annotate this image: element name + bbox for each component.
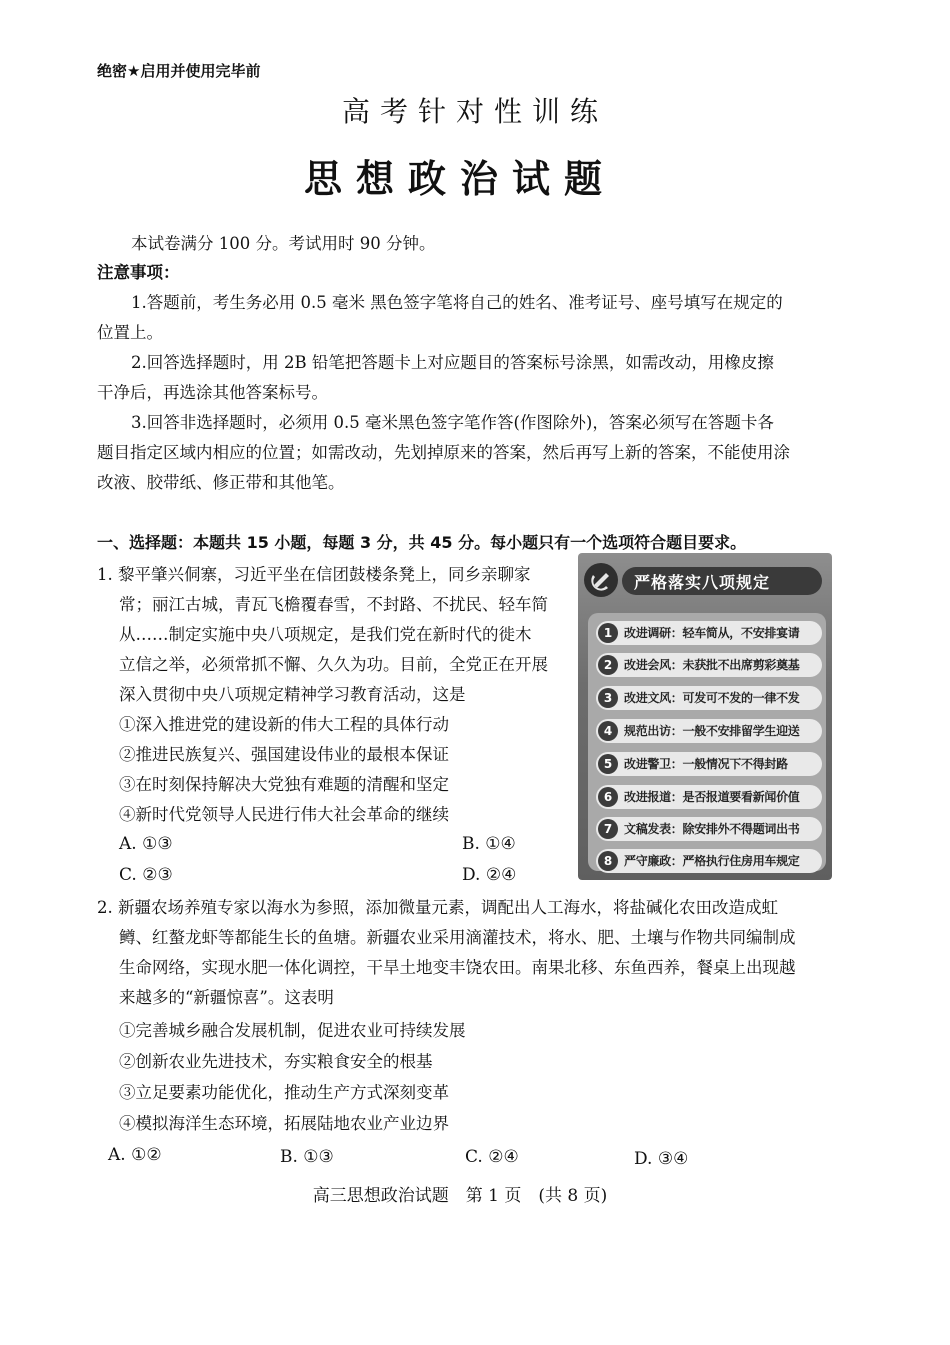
rule-text: 改进报道：是否报道要看新闻价值 bbox=[624, 790, 800, 804]
poster-rule bbox=[596, 752, 822, 776]
confidential-label: 绝密★启用并使用完毕前 bbox=[97, 62, 261, 80]
rule-number: 1 bbox=[598, 623, 618, 643]
q2-choice-a: A. ①② bbox=[108, 1145, 162, 1165]
q1-stem-line: 常；丽江古城，青瓦飞檐覆春雪，不封路、不扰民、轻车简 bbox=[119, 595, 548, 614]
q2-choice-b: B. ①③ bbox=[280, 1147, 334, 1167]
q1-stem-line: 1. 黎平肇兴侗寨，习近平坐在信团鼓楼条凳上，同乡亲聊家 bbox=[97, 565, 531, 584]
q1-statement: ②推进民族复兴、强国建设伟业的最根本保证 bbox=[119, 745, 449, 764]
poster-rule bbox=[596, 817, 822, 841]
q2-stem-line: 鳟、红螯龙虾等都能生长的鱼塘。新疆农业采用滴灌技术，将水、肥、土壤与作物共同编制成 bbox=[119, 928, 796, 947]
rule-text: 改进警卫：一般情况下不得封路 bbox=[624, 757, 788, 771]
q2-choice-d: D. ③④ bbox=[634, 1149, 689, 1169]
q1-stem-line: 从……制定实施中央八项规定，是我们党在新时代的徙木 bbox=[119, 625, 532, 644]
q1-statement: ①深入推进党的建设新的伟大工程的具体行动 bbox=[119, 715, 449, 734]
poster-rule bbox=[596, 785, 822, 809]
q1-stem-line: 深入贯彻中央八项规定精神学习教育活动，这是 bbox=[119, 685, 466, 704]
notice-line: 改液、胶带纸、修正带和其他笔。 bbox=[97, 473, 345, 492]
rule-number: 3 bbox=[598, 688, 618, 708]
q2-choice-c: C. ②④ bbox=[465, 1147, 519, 1167]
notice-line: 题目指定区域内相应的位置；如需改动，先划掉原来的答案，然后再写上新的答案，不能使用涂 bbox=[97, 443, 790, 462]
section-heading: 一、选择题：本题共 15 小题，每题 3 分，共 45 分。每小题只有一个选项符合题目要求。 bbox=[97, 533, 747, 552]
q2-stem-line: 2. 新疆农场养殖专家以海水为参照，添加微量元素，调配出人工海水，将盐碱化农田改造成虹 bbox=[97, 898, 778, 917]
poster-rule bbox=[596, 719, 822, 743]
rule-text: 改进文风：可发可不发的一律不发 bbox=[624, 691, 800, 705]
rule-number: 8 bbox=[598, 851, 618, 871]
notice-line: 1.答题前，考生务必用 0.5 毫米 黑色签字笔将自己的姓名、准考证号、座号填写在规定的 bbox=[131, 293, 783, 312]
subject-title: 思想政治试题 bbox=[303, 157, 616, 201]
poster-title: 严格落实八项规定 bbox=[634, 573, 771, 592]
notice-line: 位置上。 bbox=[97, 323, 163, 342]
q2-statement: ②创新农业先进技术，夯实粮食安全的根基 bbox=[119, 1052, 433, 1071]
q2-stem-line: 生命网络，实现水肥一体化调控，干旱土地变丰饶农田。南果北移、东鱼西养，餐桌上出现越 bbox=[119, 958, 796, 977]
rule-number: 7 bbox=[598, 819, 618, 839]
exam-info: 本试卷满分 100 分。考试用时 90 分钟。 bbox=[131, 234, 436, 253]
rule-text: 改进调研：轻车简从，不安排宴请 bbox=[624, 626, 800, 640]
exam-title: 高考针对性训练 bbox=[341, 95, 608, 128]
q1-statement: ④新时代党领导人民进行伟大社会革命的继续 bbox=[119, 805, 449, 824]
poster-rule bbox=[596, 653, 822, 677]
q2-statement: ①完善城乡融合发展机制，促进农业可持续发展 bbox=[119, 1021, 466, 1040]
rule-text: 严守廉政：严格执行住房用车规定 bbox=[624, 854, 800, 868]
q1-stem-line: 立信之举，必须常抓不懈、久久为功。目前，全党正在开展 bbox=[119, 655, 548, 674]
rule-number: 4 bbox=[598, 721, 618, 741]
q1-statement: ③在时刻保持解决大党独有难题的清醒和坚定 bbox=[119, 775, 449, 794]
q1-choice-d: D. ②④ bbox=[462, 865, 517, 885]
page-footer: 高三思想政治试题 第 1 页 (共 8 页) bbox=[312, 1186, 608, 1206]
rule-text: 文稿发表：除安排外不得题词出书 bbox=[624, 822, 800, 836]
q1-choice-a: A. ①③ bbox=[119, 834, 173, 854]
q1-choice-c: C. ②③ bbox=[119, 865, 173, 885]
poster-rule bbox=[596, 621, 822, 645]
rule-text: 规范出访：一般不安排留学生迎送 bbox=[624, 724, 800, 738]
notice-line: 干净后，再选涂其他答案标号。 bbox=[97, 383, 328, 402]
notice-line: 2.回答选择题时，用 2B 铅笔把答题卡上对应题目的答案标号涂黑，如需改动，用橡皮擦 bbox=[131, 353, 774, 372]
q2-stem-line: 来越多的“新疆惊喜”。这表明 bbox=[119, 988, 334, 1007]
q2-statement: ④模拟海洋生态环境，拓展陆地农业产业边界 bbox=[119, 1114, 449, 1133]
poster-rule bbox=[596, 686, 822, 710]
q2-statement: ③立足要素功能优化，推动生产方式深刻变革 bbox=[119, 1083, 449, 1102]
rule-text: 改进会风：未获批不出席剪彩奠基 bbox=[624, 658, 800, 672]
poster-header bbox=[578, 559, 832, 603]
notice-line: 3.回答非选择题时，必须用 0.5 毫米黑色签字笔作答(作图除外)，答案必须写在答题卡各 bbox=[131, 413, 774, 432]
rule-number: 5 bbox=[598, 754, 618, 774]
q1-choice-b: B. ①④ bbox=[462, 834, 516, 854]
rule-number: 6 bbox=[598, 787, 618, 807]
notice-label: 注意事项： bbox=[97, 263, 180, 282]
rule-number: 2 bbox=[598, 655, 618, 675]
party-emblem-icon bbox=[582, 561, 620, 599]
eight-rules-poster bbox=[578, 553, 832, 880]
poster-rule bbox=[596, 849, 822, 873]
